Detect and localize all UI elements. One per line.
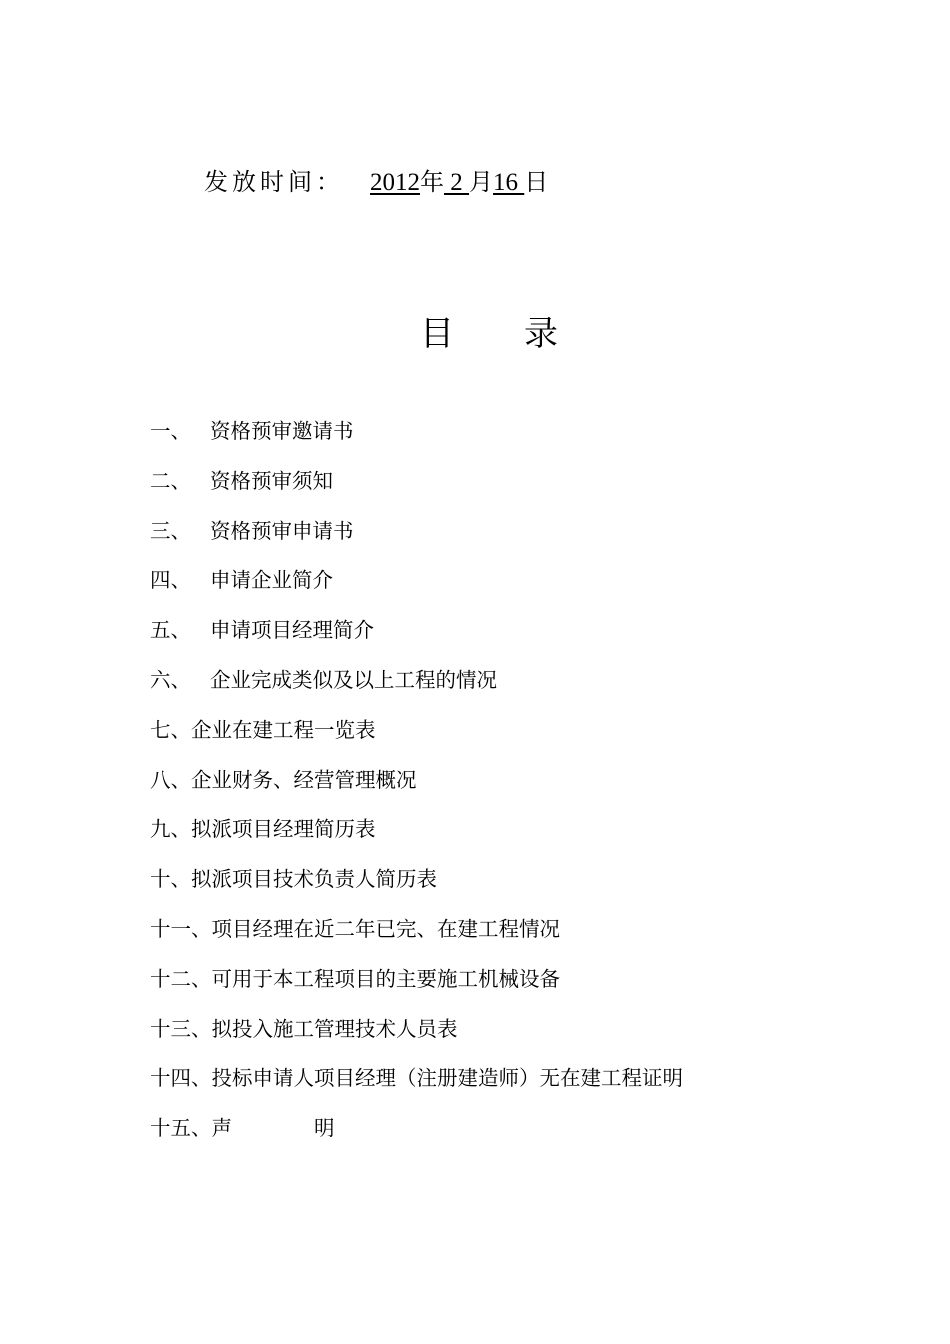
toc-title — [420, 312, 558, 356]
toc-item-text-part-1: 声 — [211, 1116, 232, 1141]
toc-title-char-2: 录 — [524, 314, 558, 354]
toc-item-4 — [150, 562, 683, 612]
toc-item-11 — [150, 911, 683, 961]
toc-item-text: 资格预审申请书 — [210, 518, 354, 543]
toc-item-number: 十四、 — [150, 1066, 212, 1091]
toc-item-text: 企业在建工程一览表 — [191, 717, 376, 742]
toc-item-text-part-2: 明 — [314, 1116, 335, 1141]
toc-item-text: 资格预审邀请书 — [210, 419, 354, 443]
toc-item-text: 拟派项目技术负责人简历表 — [191, 867, 437, 892]
toc-item-text: 拟投入施工管理技术人员表 — [211, 1016, 458, 1041]
toc-item-number: 五、 — [150, 618, 191, 643]
toc-item-10 — [150, 861, 683, 911]
toc-item-text: 拟派项目经理简历表 — [191, 817, 376, 842]
toc-item-3 — [150, 513, 683, 563]
toc-list — [150, 413, 683, 1160]
toc-item-number: 九、 — [150, 817, 191, 842]
toc-item-number: 三、 — [150, 518, 191, 543]
toc-item-9 — [150, 811, 683, 861]
toc-item-text: 资格预审须知 — [210, 468, 333, 493]
toc-item-number: 二、 — [150, 468, 191, 493]
toc-item-number: 十五、 — [150, 1116, 212, 1141]
toc-item-number: 十一、 — [150, 916, 212, 941]
issue-year: 2012 — [370, 169, 420, 196]
toc-item-6 — [150, 662, 683, 712]
toc-item-number: 四、 — [150, 568, 191, 593]
issue-month: 2 — [444, 169, 469, 196]
toc-item-text: 可用于本工程项目的主要施工机械设备 — [211, 966, 560, 991]
toc-item-5 — [150, 612, 683, 662]
toc-item-text: 项目经理在近二年已完、在建工程情况 — [211, 916, 560, 941]
issue-date-label: 发放时间： — [204, 168, 344, 196]
toc-item-number: 十三、 — [150, 1016, 212, 1041]
toc-item-1 — [150, 413, 683, 463]
toc-item-14 — [150, 1060, 683, 1110]
toc-item-number: 七、 — [150, 717, 191, 742]
toc-item-13 — [150, 1011, 683, 1061]
toc-item-number: 十、 — [150, 867, 191, 892]
month-unit: 月 — [469, 168, 493, 196]
toc-item-text: 企业完成类似及以上工程的情况 — [210, 667, 497, 692]
issue-day: 16 — [493, 169, 525, 196]
day-unit: 日 — [524, 168, 549, 196]
toc-item-12 — [150, 961, 683, 1011]
year-unit: 年 — [420, 168, 444, 196]
toc-item-number: 六、 — [150, 667, 191, 692]
toc-item-number: 十二、 — [150, 966, 212, 991]
toc-item-number: 八、 — [150, 767, 191, 792]
toc-item-15 — [150, 1110, 683, 1160]
toc-item-8 — [150, 762, 683, 812]
toc-item-text: 企业财务、经营管理概况 — [191, 767, 417, 792]
toc-item-7 — [150, 712, 683, 762]
toc-item-2 — [150, 463, 683, 513]
issue-date-line — [204, 164, 548, 201]
toc-item-text: 申请项目经理简介 — [210, 618, 374, 643]
toc-title-char-1: 目 — [420, 314, 454, 354]
toc-item-text: 投标申请人项目经理（注册建造师）无在建工程证明 — [211, 1066, 683, 1091]
toc-item-text: 申请企业简介 — [210, 568, 333, 593]
toc-item-number: 一、 — [150, 419, 191, 443]
